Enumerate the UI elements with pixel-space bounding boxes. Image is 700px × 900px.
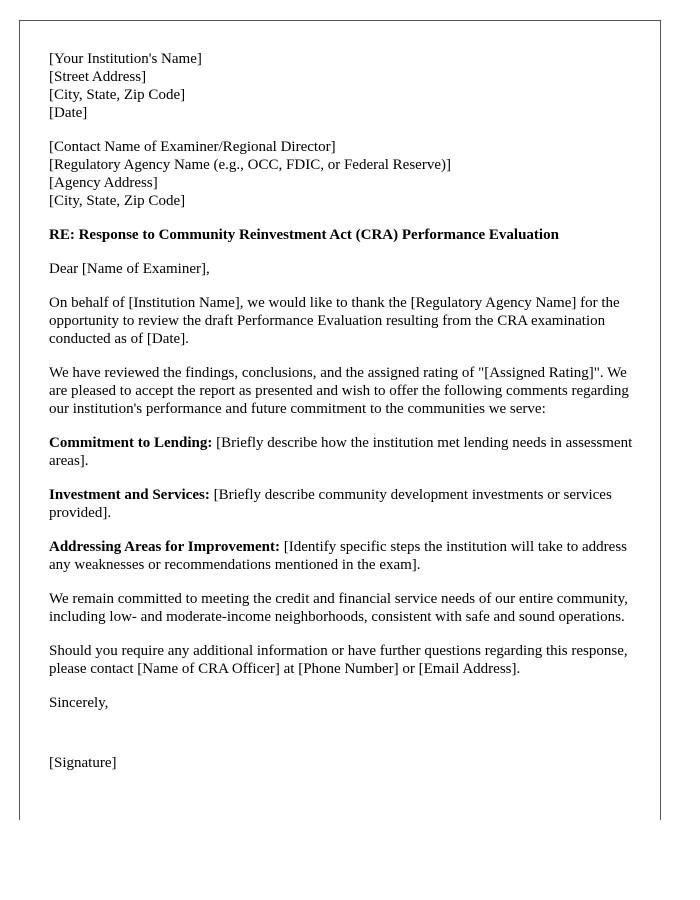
- recipient-city: [City, State, Zip Code]: [49, 193, 186, 209]
- section-improvement: [49, 538, 639, 574]
- section-heading: Addressing Areas for Improvement:: [49, 539, 280, 555]
- recipient-address: [Agency Address]: [49, 175, 158, 191]
- recipient-contact: [Contact Name of Examiner/Regional Director]: [49, 139, 336, 155]
- section-investment: [49, 486, 639, 522]
- commitment-paragraph: We remain committed to meeting the credit and financial service needs of our entire community, including low- and moderate-income neighborhoods, consistent with safe and sound operations.: [49, 591, 628, 625]
- section-lending: [49, 434, 639, 470]
- sender-address-block: [49, 50, 639, 122]
- closing-line: Sincerely,: [49, 695, 109, 711]
- intro-paragraph: On behalf of [Institution Name], we would like to thank the [Regulatory Agency Name] for the opportunity to review the draft Performance Evaluation resulting from the CRA examination conducted as of [Date].: [49, 295, 620, 347]
- sender-city: [City, State, Zip Code]: [49, 87, 186, 103]
- section-text: [Briefly describe community development investments or services provided].: [49, 487, 612, 521]
- letter-body: [49, 50, 639, 788]
- section-heading: Investment and Services:: [49, 487, 210, 503]
- subject-line: RE: Response to Community Reinvestment Act (CRA) Performance Evaluation: [49, 227, 559, 243]
- section-text: [Briefly describe how the institution met lending needs in assessment areas].: [49, 435, 633, 469]
- sender-name: [Your Institution's Name]: [49, 51, 202, 67]
- contact-paragraph: Should you require any additional information or have further questions regarding this response, please contact [Name of CRA Officer] at [Phone Number] or [Email Address].: [49, 643, 628, 677]
- section-heading: Commitment to Lending:: [49, 435, 213, 451]
- letter-date: [Date]: [49, 105, 88, 121]
- section-text: [Identify specific steps the institution will take to address any weaknesses or recommendations mentioned in the exam].: [49, 539, 627, 573]
- salutation: Dear [Name of Examiner],: [49, 261, 210, 277]
- recipient-address-block: [49, 138, 639, 210]
- recipient-agency: [Regulatory Agency Name (e.g., OCC, FDIC, or Federal Reserve)]: [49, 157, 451, 173]
- signature-line: [Signature]: [49, 755, 117, 771]
- findings-paragraph: We have reviewed the findings, conclusions, and the assigned rating of "[Assigned Rating]". We are pleased to accept the report as presented and wish to offer the following comments regarding our institution's performance and future commitment to the communities we serve:: [49, 365, 629, 417]
- letter-page: [19, 20, 661, 820]
- sender-street: [Street Address]: [49, 69, 147, 85]
